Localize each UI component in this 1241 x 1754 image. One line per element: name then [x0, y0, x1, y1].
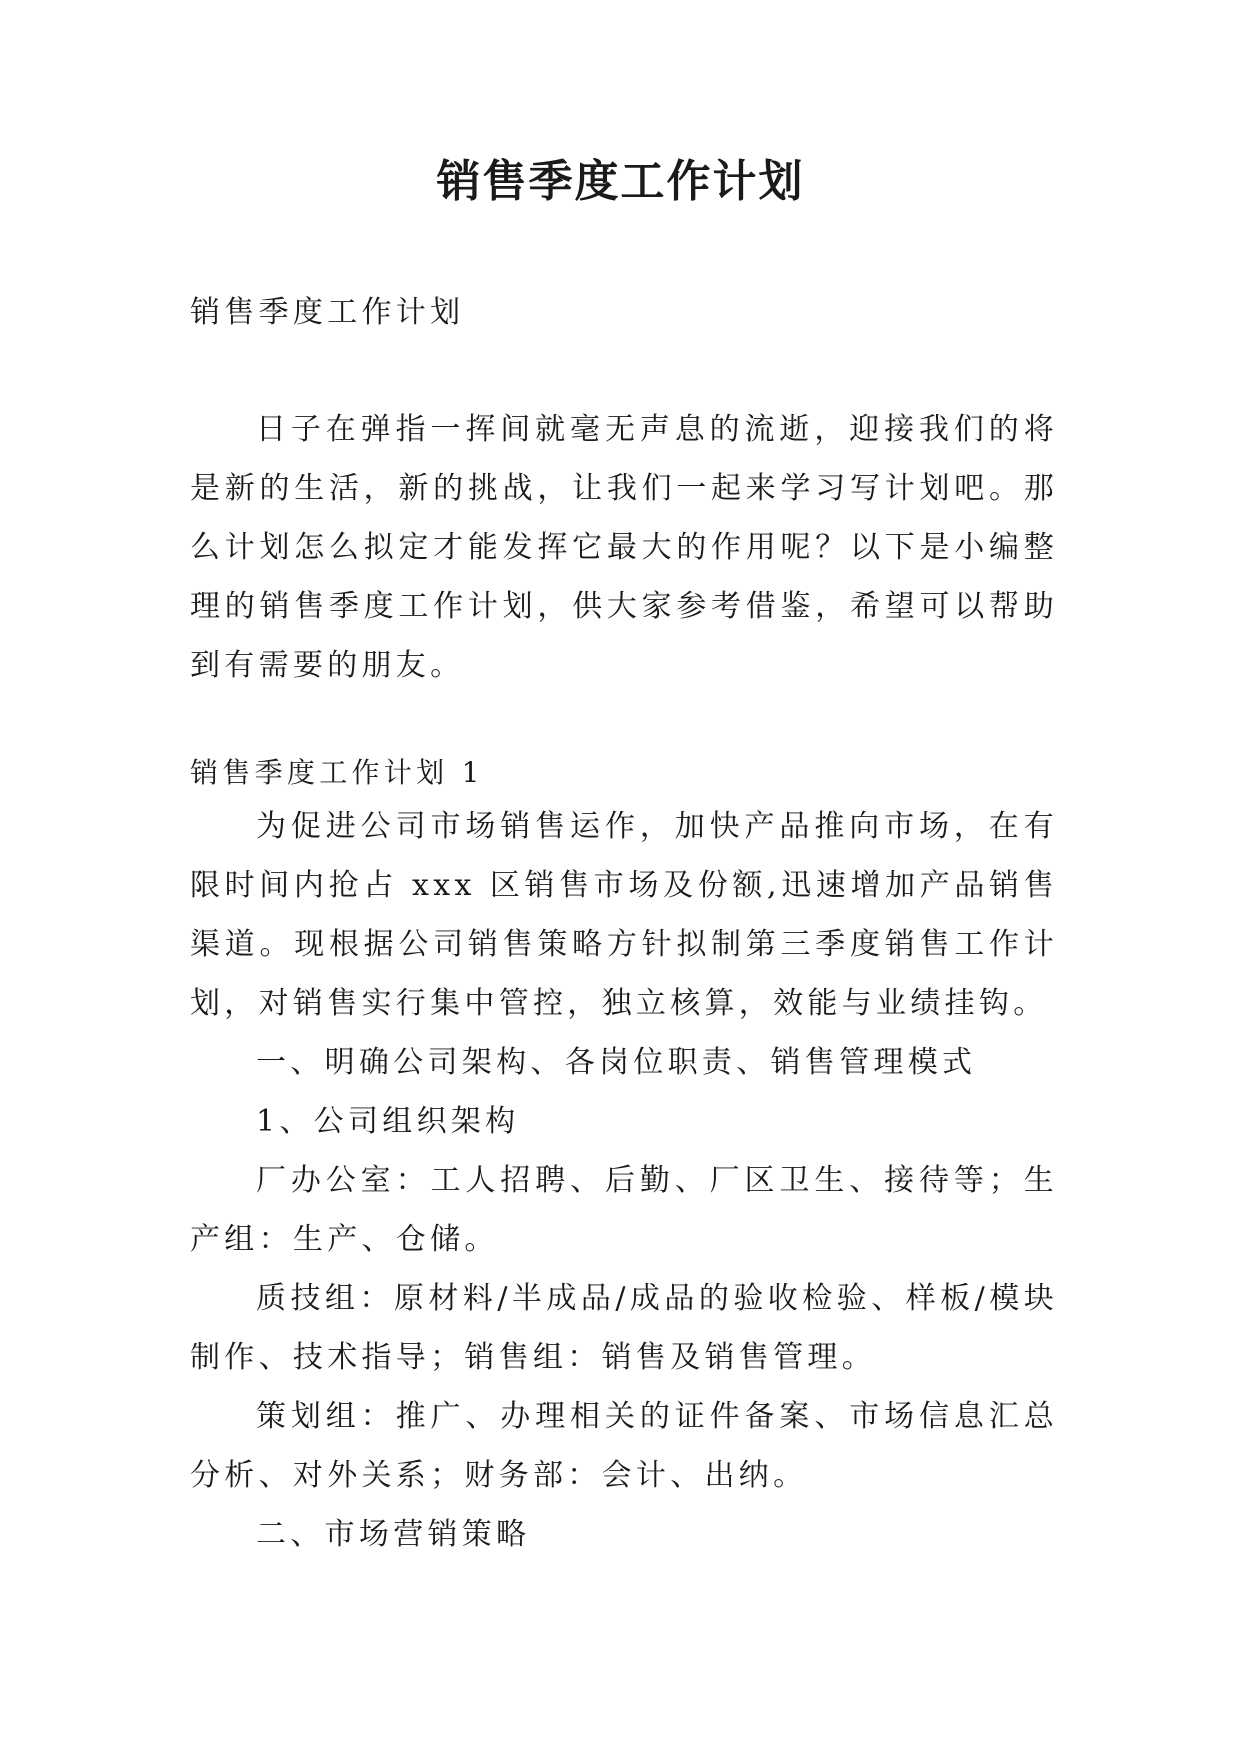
- paragraph-purpose: 为促进公司市场销售运作，加快产品推向市场，在有限时间内抢占 xxx 区销售市场及份额,迅速增加产品销售渠道。现根据公司销售策略方针拟制第三季度销售工作计划，对销售实行集中管控，独立核算，效能与业绩挂钩。: [190, 809, 1058, 1021]
- paragraph-planning-finance: 策划组：推广、办理相关的证件备案、市场信息汇总分析、对外关系；财务部：会计、出纳。: [190, 1399, 1058, 1493]
- intro-paragraph: 日子在弹指一挥间就毫无声息的流逝，迎接我们的将是新的生活，新的挑战，让我们一起来学习写计划吧。那么计划怎么拟定才能发挥它最大的作用呢？以下是小编整理的销售季度工作计划，供大家参考借鉴，希望可以帮助到有需要的朋友。: [190, 412, 1058, 683]
- document-subtitle: 销售季度工作计划: [190, 295, 465, 330]
- section-body: [190, 797, 1058, 1564]
- section-heading: 销售季度工作计划 1: [190, 756, 484, 789]
- heading-marketing-strategy: 二、市场营销策略: [256, 1517, 531, 1552]
- paragraph-office-production: 厂办公室：工人招聘、后勤、厂区卫生、接待等；生产组：生产、仓储。: [190, 1163, 1058, 1257]
- paragraph-quality-sales: 质技组：原材料/半成品/成品的验收检验、样板/模块制作、技术指导；销售组：销售及销售管理。: [190, 1281, 1058, 1375]
- document-title: 销售季度工作计划: [436, 156, 805, 207]
- heading-structure: 一、明确公司架构、各岗位职责、销售管理模式: [256, 1045, 977, 1080]
- subheading-org-structure: 1、公司组织架构: [256, 1104, 520, 1139]
